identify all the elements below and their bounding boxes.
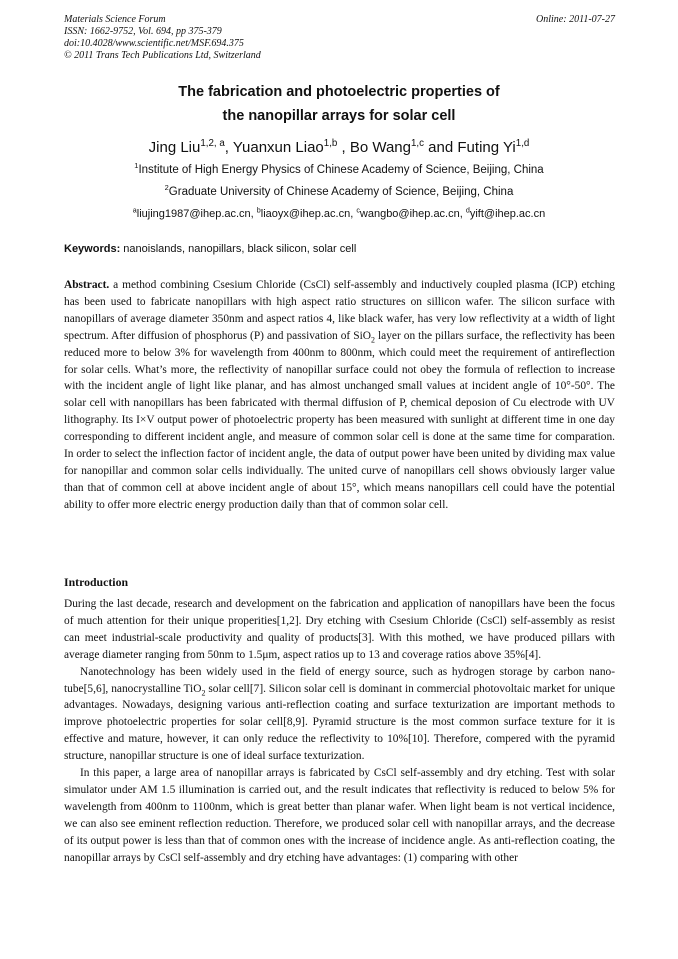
author-separator: , (224, 139, 233, 156)
author-affiliation-mark: 1,c (411, 138, 425, 149)
abstract-text: a method combining Csesium Chloride (CsCl) self-assembly and inductively coupled plasma (ICP) etching has been used to fabricate nanopillars with high aspect ratio structures on sillicon wafer. The silicon surface with nanopillars of average diameter 350nm and aspect ratios 4, like black wafer, has very low reflectivity at a width of light spectrum. After diffusion of phosphorus (P) and passivation of SiO (64, 279, 615, 342)
affiliation-2 (0, 184, 678, 200)
email-address: liaoyx@ihep.ac.cn, (260, 208, 357, 220)
title-line-1: The fabrication and photoelectric properties of (178, 84, 500, 100)
author-list (0, 138, 678, 158)
introduction-heading: Introduction (64, 575, 129, 589)
journal-doi: doi:10.4028/www.scientific.net/MSF.694.375 (64, 38, 244, 49)
email-address: wangbo@ihep.ac.cn, (359, 208, 466, 220)
abstract-subscript: 2 (370, 335, 375, 344)
journal-header (64, 14, 261, 62)
affiliation-text: Graduate University of Chinese Academy of Science, Beijing, China (168, 186, 514, 198)
paragraph: During the last decade, research and development on the fabrication and application of nanopillars have been the focus of much attention for their unique properities[1,2]. Dry etching with Csesium Chloride (CsCl) self-assembly as resist can meet industrial-scale productivity and quality of products[3]. With this mothed, we have produced pillars with average diameter ranging from 50nm to 1.5μm, aspect ratios up to 13 and coverage ratios above 35%[4]. (64, 598, 615, 661)
author-name: Bo Wang (349, 139, 411, 156)
keywords-section (64, 241, 616, 257)
paragraph-text: Nanotechnology has been widely used in the field of energy source, such as hydrogen storage by carbon nano-tube[5,6], nanocrystalline TiO (64, 665, 615, 695)
author-name: Yuanxun Liao (232, 139, 324, 156)
affiliation-mark: 1 (134, 161, 139, 171)
paragraph-subscript: 2 (201, 687, 206, 697)
affiliation-text: Institute of High Energy Physics of Chinese Academy of Science, Beijing, China (138, 164, 544, 176)
author-name: Jing Liu (148, 139, 201, 156)
email-mark: b (256, 206, 261, 215)
email-mark: c (356, 206, 360, 215)
email-address: liujing1987@ihep.ac.cn, (136, 208, 257, 220)
paper-title (0, 80, 678, 128)
title-line-2: the nanopillar arrays for solar cell (222, 108, 456, 124)
email-mark: a (132, 206, 137, 215)
affiliation-1 (0, 162, 678, 178)
author-separator: and (424, 139, 458, 156)
abstract-section (64, 277, 615, 514)
paragraph (64, 664, 615, 765)
abstract-text: layer on the pillars surface, the reflectivity has been reduced more to below 3% for wavelength from 400nm to 800nm, which could meet the requirement of antireflection for solar cells. What’s more, the reflectivity of nanopillar surface could not obey the formula of reflection to increase with the incident angle of light like planar, and has almost unchanged small values at incident angle of 10°-50°. The solar cell with nanopillars has been fabricated with thermal diffusion of P, chemical deposion of Cu electrode with UV lithography. Its I×V output power of photoelectric property has been measured with sunlight at different time in one day corresponding to different incident angle, and measure of common solar cell is done at the same time for comparation. In order to select the inflection factor of incident angle, the data of output power have been united by dividing max value for nanopillar and common solar cells individually. The united curve of nanopillars cell shows obviously larger value than that of common cell at above incident angle of about 15°, which means nanopillars cell could have the potential ability to offer more electric energy production daily than that of common solar cell. (64, 329, 615, 511)
paragraph-text: solar cell[7]. Silicon solar cell is dominant in commercial photovoltaic market for unique advantages. Nowadays, designing various anti-reflection coating and surface texturization are important methods to improve photoelectric properties for solar cell[8,9]. Pyramid structure is the most common surface texture for it is effective and mature, however, it can only reduce the reflectivity to 10%[10]. Therefore, compered with the pyramid structure, nanopillar structure is one of ideal surface texturization. (64, 682, 616, 763)
email-mark: d (465, 206, 470, 215)
keywords-text: nanoislands, nanopillars, black silicon, solar cell (120, 243, 357, 255)
author-affiliation-mark: 1,2, a (200, 138, 225, 149)
introduction-section (64, 596, 615, 867)
email-address: yift@ihep.ac.cn (469, 208, 546, 220)
author-affiliation-mark: 1,d (515, 138, 530, 149)
author-name: Futing Yi (457, 139, 516, 156)
email-list (0, 206, 678, 222)
author-separator: , (337, 139, 350, 156)
online-date: Online: 2011-07-27 (536, 14, 615, 25)
author-affiliation-mark: 1,b (323, 138, 338, 149)
affiliation-mark: 2 (164, 183, 169, 193)
journal-name: Materials Science Forum (64, 14, 166, 25)
journal-issn: ISSN: 1662-9752, Vol. 694, pp 375-379 (64, 26, 222, 37)
abstract-label: Abstract. (64, 279, 110, 291)
paragraph: In this paper, a large area of nanopillar arrays is fabricated by CsCl self-assembly and dry etching. Test with solar simulator under AM 1.5 illumination is carried out, and the result indicates that reflectivity is reduced to below 5% for wavelength from 400nm to 1100nm, which is great better than planar wafer. When light beam is not vertical incidence, we can also see eminent reflection reduction. Therefore, we produced solar cell with nanopillar arrays, and the decrease of its output power is less than that of common ones with the increase of incidence angle. As anti-reflection coating, the nanopillar arrays by CsCl self-assembly and dry etching have advantages: (1) comparing with other (64, 767, 615, 864)
keywords-label: Keywords: (64, 243, 121, 255)
journal-copyright: © 2011 Trans Tech Publications Ltd, Switzerland (64, 50, 261, 61)
